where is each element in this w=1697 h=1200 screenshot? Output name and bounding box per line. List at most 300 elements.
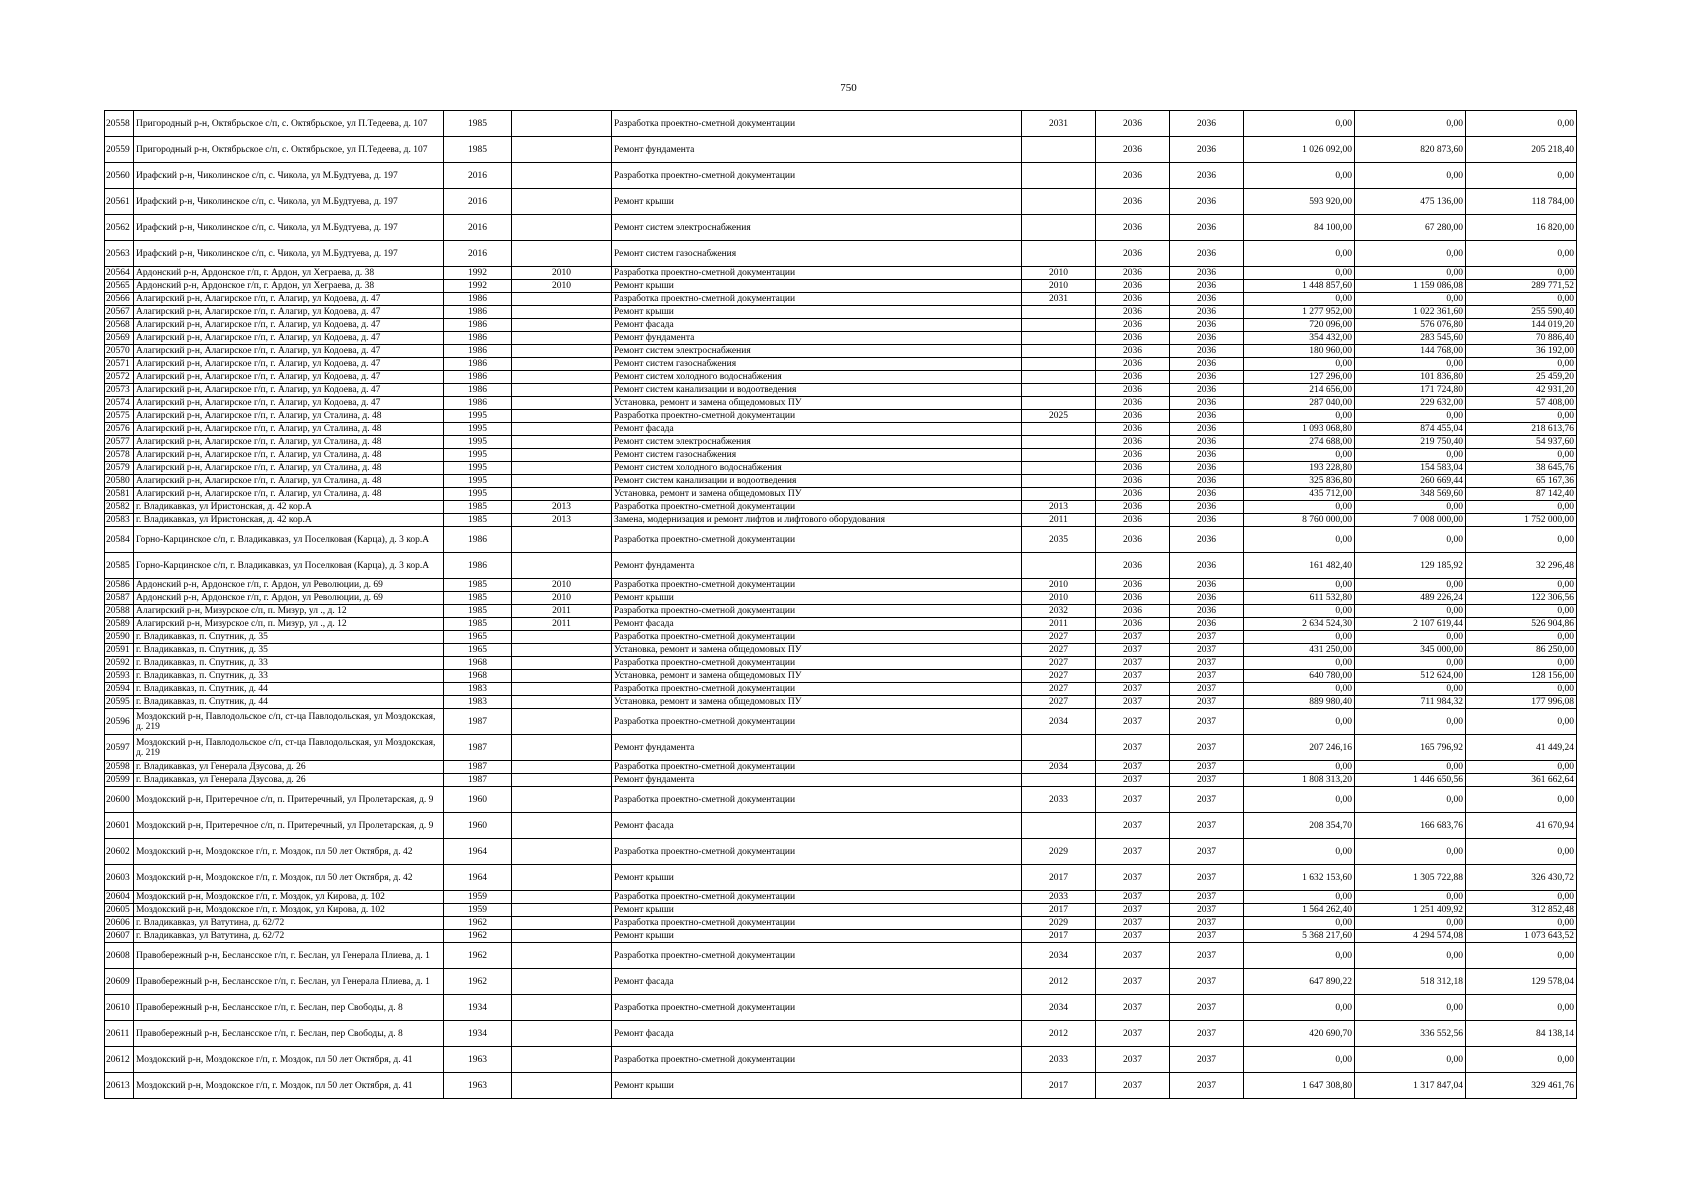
row-work-type: Ремонт систем электроснабжения bbox=[612, 215, 1022, 241]
row-prev-repair-year bbox=[512, 670, 612, 683]
row-year-1: 2027 bbox=[1022, 631, 1096, 644]
row-id: 20596 bbox=[105, 709, 134, 735]
row-year-3: 2036 bbox=[1170, 488, 1244, 501]
row-amount-2: 0,00 bbox=[1355, 501, 1466, 514]
row-work-type: Ремонт фасада bbox=[612, 319, 1022, 332]
row-id: 20558 bbox=[105, 111, 134, 137]
row-amount-3: 0,00 bbox=[1466, 293, 1577, 306]
row-year-1: 2027 bbox=[1022, 683, 1096, 696]
table-row bbox=[105, 592, 1577, 605]
row-prev-repair-year bbox=[512, 657, 612, 670]
row-year-1 bbox=[1022, 215, 1096, 241]
row-amount-3: 42 931,20 bbox=[1466, 384, 1577, 397]
row-id: 20575 bbox=[105, 410, 134, 423]
row-year-2: 2036 bbox=[1096, 163, 1170, 189]
row-amount-2: 283 545,60 bbox=[1355, 332, 1466, 345]
row-year-3: 2036 bbox=[1170, 475, 1244, 488]
row-amount-3: 0,00 bbox=[1466, 891, 1577, 904]
row-id: 20580 bbox=[105, 475, 134, 488]
row-year-2: 2036 bbox=[1096, 293, 1170, 306]
row-prev-repair-year bbox=[512, 553, 612, 579]
row-work-type: Ремонт систем канализации и водоотведения bbox=[612, 384, 1022, 397]
table-row bbox=[105, 813, 1577, 839]
row-year-1 bbox=[1022, 241, 1096, 267]
row-year-3: 2036 bbox=[1170, 527, 1244, 553]
row-work-type: Ремонт фасада bbox=[612, 423, 1022, 436]
row-amount-total: 0,00 bbox=[1244, 631, 1355, 644]
row-amount-2: 0,00 bbox=[1355, 527, 1466, 553]
row-year-1 bbox=[1022, 397, 1096, 410]
row-prev-repair-year bbox=[512, 306, 612, 319]
row-amount-3: 0,00 bbox=[1466, 410, 1577, 423]
row-amount-total: 0,00 bbox=[1244, 891, 1355, 904]
row-work-type: Установка, ремонт и замена общедомовых ПУ bbox=[612, 397, 1022, 410]
row-year-1 bbox=[1022, 319, 1096, 332]
row-amount-total: 431 250,00 bbox=[1244, 644, 1355, 657]
row-id: 20577 bbox=[105, 436, 134, 449]
row-year-1 bbox=[1022, 735, 1096, 761]
row-year-2: 2036 bbox=[1096, 579, 1170, 592]
row-work-type: Ремонт систем газоснабжения bbox=[612, 241, 1022, 267]
row-work-type: Разработка проектно-сметной документации bbox=[612, 410, 1022, 423]
row-year-1: 2029 bbox=[1022, 839, 1096, 865]
row-year-2: 2037 bbox=[1096, 735, 1170, 761]
row-year-3: 2036 bbox=[1170, 332, 1244, 345]
row-prev-repair-year bbox=[512, 774, 612, 787]
table-row bbox=[105, 1073, 1577, 1099]
row-address: Алагирский р-н, Алагирское г/п, г. Алагир, ул Кодоева, д. 47 bbox=[134, 371, 444, 384]
row-id: 20583 bbox=[105, 514, 134, 527]
row-year-3: 2036 bbox=[1170, 462, 1244, 475]
row-amount-2: 0,00 bbox=[1355, 358, 1466, 371]
row-address: Моздокский р-н, Моздокское г/п, г. Моздок, пл 50 лет Октября, д. 42 bbox=[134, 839, 444, 865]
row-amount-2: 0,00 bbox=[1355, 839, 1466, 865]
table-row bbox=[105, 384, 1577, 397]
row-amount-3: 0,00 bbox=[1466, 787, 1577, 813]
row-year-1: 2027 bbox=[1022, 670, 1096, 683]
row-amount-total: 1 448 857,60 bbox=[1244, 280, 1355, 293]
row-work-type: Разработка проектно-сметной документации bbox=[612, 527, 1022, 553]
row-amount-3: 1 073 643,52 bbox=[1466, 930, 1577, 943]
row-id: 20603 bbox=[105, 865, 134, 891]
row-year-3: 2036 bbox=[1170, 215, 1244, 241]
row-amount-total: 720 096,00 bbox=[1244, 319, 1355, 332]
row-amount-total: 0,00 bbox=[1244, 293, 1355, 306]
row-amount-3: 16 820,00 bbox=[1466, 215, 1577, 241]
row-year-3: 2037 bbox=[1170, 839, 1244, 865]
table-row bbox=[105, 605, 1577, 618]
row-prev-repair-year: 2013 bbox=[512, 501, 612, 514]
row-amount-total: 180 960,00 bbox=[1244, 345, 1355, 358]
row-prev-repair-year bbox=[512, 1047, 612, 1073]
row-amount-3: 329 461,76 bbox=[1466, 1073, 1577, 1099]
row-work-type: Разработка проектно-сметной документации bbox=[612, 631, 1022, 644]
row-year-3: 2036 bbox=[1170, 371, 1244, 384]
row-prev-repair-year bbox=[512, 1021, 612, 1047]
row-amount-3: 129 578,04 bbox=[1466, 969, 1577, 995]
row-id: 20592 bbox=[105, 657, 134, 670]
row-id: 20601 bbox=[105, 813, 134, 839]
row-id: 20561 bbox=[105, 189, 134, 215]
row-build-year: 1986 bbox=[444, 345, 512, 358]
row-amount-total: 0,00 bbox=[1244, 839, 1355, 865]
row-amount-2: 489 226,24 bbox=[1355, 592, 1466, 605]
row-year-3: 2036 bbox=[1170, 241, 1244, 267]
row-amount-2: 166 683,76 bbox=[1355, 813, 1466, 839]
row-amount-3: 0,00 bbox=[1466, 449, 1577, 462]
row-year-2: 2036 bbox=[1096, 553, 1170, 579]
row-build-year: 1986 bbox=[444, 527, 512, 553]
row-amount-2: 820 873,60 bbox=[1355, 137, 1466, 163]
table-row bbox=[105, 501, 1577, 514]
table-row bbox=[105, 644, 1577, 657]
row-id: 20607 bbox=[105, 930, 134, 943]
row-amount-total: 0,00 bbox=[1244, 709, 1355, 735]
row-year-1: 2032 bbox=[1022, 605, 1096, 618]
row-id: 20611 bbox=[105, 1021, 134, 1047]
row-address: Ирафский р-н, Чиколинское с/п, с. Чикола, ул М.Будтуева, д. 197 bbox=[134, 163, 444, 189]
row-amount-total: 274 688,00 bbox=[1244, 436, 1355, 449]
table-row bbox=[105, 189, 1577, 215]
row-year-2: 2036 bbox=[1096, 137, 1170, 163]
row-id: 20582 bbox=[105, 501, 134, 514]
table-row bbox=[105, 657, 1577, 670]
row-prev-repair-year bbox=[512, 787, 612, 813]
row-year-2: 2036 bbox=[1096, 527, 1170, 553]
row-amount-2: 345 000,00 bbox=[1355, 644, 1466, 657]
row-prev-repair-year: 2013 bbox=[512, 514, 612, 527]
row-amount-total: 0,00 bbox=[1244, 241, 1355, 267]
row-address: г. Владикавказ, п. Спутник, д. 33 bbox=[134, 657, 444, 670]
row-prev-repair-year bbox=[512, 761, 612, 774]
row-year-1: 2027 bbox=[1022, 657, 1096, 670]
table-row bbox=[105, 1021, 1577, 1047]
row-amount-3: 0,00 bbox=[1466, 709, 1577, 735]
table-row bbox=[105, 735, 1577, 761]
row-id: 20588 bbox=[105, 605, 134, 618]
row-prev-repair-year bbox=[512, 215, 612, 241]
row-year-1: 2017 bbox=[1022, 1073, 1096, 1099]
row-prev-repair-year bbox=[512, 709, 612, 735]
row-amount-3: 0,00 bbox=[1466, 605, 1577, 618]
row-year-3: 2036 bbox=[1170, 436, 1244, 449]
row-address: г. Владикавказ, ул Ватутина, д. 62/72 bbox=[134, 917, 444, 930]
row-amount-3: 87 142,40 bbox=[1466, 488, 1577, 501]
row-year-2: 2037 bbox=[1096, 761, 1170, 774]
row-year-1: 2034 bbox=[1022, 709, 1096, 735]
row-address: Алагирский р-н, Алагирское г/п, г. Алагир, ул Кодоева, д. 47 bbox=[134, 319, 444, 332]
table-row bbox=[105, 579, 1577, 592]
row-amount-2: 0,00 bbox=[1355, 605, 1466, 618]
row-build-year: 1963 bbox=[444, 1047, 512, 1073]
row-amount-2: 0,00 bbox=[1355, 891, 1466, 904]
row-work-type: Ремонт крыши bbox=[612, 592, 1022, 605]
row-year-3: 2037 bbox=[1170, 813, 1244, 839]
row-work-type: Установка, ремонт и замена общедомовых ПУ bbox=[612, 644, 1022, 657]
row-address: Правобережный р-н, Беслансское г/п, г. Беслан, пер Свободы, д. 8 bbox=[134, 1021, 444, 1047]
row-work-type: Разработка проектно-сметной документации bbox=[612, 1047, 1022, 1073]
row-year-1: 2033 bbox=[1022, 891, 1096, 904]
row-id: 20578 bbox=[105, 449, 134, 462]
row-build-year: 1986 bbox=[444, 384, 512, 397]
row-build-year: 1987 bbox=[444, 735, 512, 761]
row-year-1: 2011 bbox=[1022, 514, 1096, 527]
row-build-year: 1983 bbox=[444, 696, 512, 709]
row-amount-3: 177 996,08 bbox=[1466, 696, 1577, 709]
table-row bbox=[105, 943, 1577, 969]
row-address: Моздокский р-н, Павлодольское с/п, ст-ца Павлодольская, ул Моздокская, д. 219 bbox=[134, 735, 444, 761]
row-year-3: 2036 bbox=[1170, 358, 1244, 371]
row-amount-2: 154 583,04 bbox=[1355, 462, 1466, 475]
row-amount-2: 0,00 bbox=[1355, 1047, 1466, 1073]
row-work-type: Ремонт фундамента bbox=[612, 553, 1022, 579]
table-row bbox=[105, 267, 1577, 280]
table-row bbox=[105, 670, 1577, 683]
row-build-year: 1962 bbox=[444, 930, 512, 943]
row-prev-repair-year bbox=[512, 917, 612, 930]
row-year-3: 2036 bbox=[1170, 501, 1244, 514]
table-row bbox=[105, 904, 1577, 917]
row-work-type: Разработка проектно-сметной документации bbox=[612, 501, 1022, 514]
row-year-1 bbox=[1022, 345, 1096, 358]
table-row bbox=[105, 423, 1577, 436]
row-build-year: 1987 bbox=[444, 761, 512, 774]
row-work-type: Ремонт крыши bbox=[612, 904, 1022, 917]
row-year-1 bbox=[1022, 384, 1096, 397]
row-amount-3: 0,00 bbox=[1466, 839, 1577, 865]
row-work-type: Разработка проектно-сметной документации bbox=[612, 111, 1022, 137]
row-build-year: 1985 bbox=[444, 137, 512, 163]
row-address: Ирафский р-н, Чиколинское с/п, с. Чикола, ул М.Будтуева, д. 197 bbox=[134, 241, 444, 267]
table-row bbox=[105, 488, 1577, 501]
row-year-1: 2031 bbox=[1022, 293, 1096, 306]
row-id: 20571 bbox=[105, 358, 134, 371]
row-build-year: 1985 bbox=[444, 579, 512, 592]
row-address: Алагирский р-н, Алагирское г/п, г. Алагир, ул Сталина, д. 48 bbox=[134, 488, 444, 501]
row-id: 20574 bbox=[105, 397, 134, 410]
row-work-type: Ремонт фасада bbox=[612, 813, 1022, 839]
row-amount-3: 1 752 000,00 bbox=[1466, 514, 1577, 527]
row-amount-total: 0,00 bbox=[1244, 111, 1355, 137]
row-prev-repair-year bbox=[512, 397, 612, 410]
row-address: Ардонский р-н, Ардонское г/п, г. Ардон, ул Революции, д. 69 bbox=[134, 579, 444, 592]
row-amount-total: 0,00 bbox=[1244, 501, 1355, 514]
row-year-1 bbox=[1022, 332, 1096, 345]
row-year-3: 2037 bbox=[1170, 735, 1244, 761]
row-year-2: 2037 bbox=[1096, 995, 1170, 1021]
row-id: 20612 bbox=[105, 1047, 134, 1073]
row-year-2: 2036 bbox=[1096, 462, 1170, 475]
row-year-1: 2034 bbox=[1022, 943, 1096, 969]
row-amount-2: 475 136,00 bbox=[1355, 189, 1466, 215]
row-year-3: 2036 bbox=[1170, 345, 1244, 358]
row-year-3: 2037 bbox=[1170, 969, 1244, 995]
row-amount-total: 0,00 bbox=[1244, 787, 1355, 813]
row-amount-2: 1 305 722,88 bbox=[1355, 865, 1466, 891]
table-row bbox=[105, 995, 1577, 1021]
row-amount-3: 36 192,00 bbox=[1466, 345, 1577, 358]
row-year-1: 2012 bbox=[1022, 1021, 1096, 1047]
row-address: г. Владикавказ, п. Спутник, д. 35 bbox=[134, 631, 444, 644]
row-amount-2: 1 022 361,60 bbox=[1355, 306, 1466, 319]
row-prev-repair-year bbox=[512, 527, 612, 553]
row-year-2: 2036 bbox=[1096, 267, 1170, 280]
row-amount-3: 38 645,76 bbox=[1466, 462, 1577, 475]
row-amount-2: 7 008 000,00 bbox=[1355, 514, 1466, 527]
row-amount-3: 57 408,00 bbox=[1466, 397, 1577, 410]
row-work-type: Ремонт крыши bbox=[612, 280, 1022, 293]
row-build-year: 1962 bbox=[444, 943, 512, 969]
row-year-1: 2012 bbox=[1022, 969, 1096, 995]
row-work-type: Разработка проектно-сметной документации bbox=[612, 163, 1022, 189]
row-amount-3: 25 459,20 bbox=[1466, 371, 1577, 384]
row-work-type: Разработка проектно-сметной документации bbox=[612, 761, 1022, 774]
row-work-type: Ремонт систем электроснабжения bbox=[612, 436, 1022, 449]
row-id: 20586 bbox=[105, 579, 134, 592]
row-year-1 bbox=[1022, 423, 1096, 436]
row-address: г. Владикавказ, ул Генерала Дзусова, д. 26 bbox=[134, 774, 444, 787]
row-prev-repair-year: 2011 bbox=[512, 605, 612, 618]
row-prev-repair-year: 2010 bbox=[512, 592, 612, 605]
row-amount-total: 1 093 068,80 bbox=[1244, 423, 1355, 436]
table-row bbox=[105, 930, 1577, 943]
row-year-2: 2036 bbox=[1096, 501, 1170, 514]
row-address: г. Владикавказ, п. Спутник, д. 35 bbox=[134, 644, 444, 657]
table-row bbox=[105, 449, 1577, 462]
row-amount-3: 0,00 bbox=[1466, 943, 1577, 969]
row-year-1: 2034 bbox=[1022, 995, 1096, 1021]
row-build-year: 1987 bbox=[444, 774, 512, 787]
row-year-3: 2036 bbox=[1170, 111, 1244, 137]
row-amount-2: 260 669,44 bbox=[1355, 475, 1466, 488]
row-amount-total: 0,00 bbox=[1244, 683, 1355, 696]
row-work-type: Ремонт крыши bbox=[612, 189, 1022, 215]
row-year-2: 2036 bbox=[1096, 332, 1170, 345]
row-amount-2: 171 724,80 bbox=[1355, 384, 1466, 397]
row-amount-total: 0,00 bbox=[1244, 605, 1355, 618]
row-prev-repair-year bbox=[512, 1073, 612, 1099]
row-year-2: 2036 bbox=[1096, 592, 1170, 605]
row-amount-3: 0,00 bbox=[1466, 657, 1577, 670]
row-id: 20593 bbox=[105, 670, 134, 683]
table-row bbox=[105, 839, 1577, 865]
row-amount-total: 325 836,80 bbox=[1244, 475, 1355, 488]
table-row bbox=[105, 215, 1577, 241]
row-amount-2: 874 455,04 bbox=[1355, 423, 1466, 436]
row-build-year: 1992 bbox=[444, 267, 512, 280]
row-amount-3: 118 784,00 bbox=[1466, 189, 1577, 215]
row-amount-3: 218 613,76 bbox=[1466, 423, 1577, 436]
row-year-3: 2036 bbox=[1170, 514, 1244, 527]
row-prev-repair-year bbox=[512, 358, 612, 371]
row-id: 20568 bbox=[105, 319, 134, 332]
row-year-2: 2036 bbox=[1096, 280, 1170, 293]
row-year-2: 2037 bbox=[1096, 969, 1170, 995]
row-year-3: 2036 bbox=[1170, 137, 1244, 163]
row-work-type: Разработка проектно-сметной документации bbox=[612, 943, 1022, 969]
row-work-type: Замена, модернизация и ремонт лифтов и лифтового оборудования bbox=[612, 514, 1022, 527]
row-year-3: 2036 bbox=[1170, 384, 1244, 397]
row-build-year: 1985 bbox=[444, 501, 512, 514]
row-year-2: 2036 bbox=[1096, 215, 1170, 241]
row-amount-2: 67 280,00 bbox=[1355, 215, 1466, 241]
row-amount-3: 70 886,40 bbox=[1466, 332, 1577, 345]
row-build-year: 2016 bbox=[444, 163, 512, 189]
row-work-type: Ремонт фасада bbox=[612, 618, 1022, 631]
row-year-3: 2037 bbox=[1170, 1021, 1244, 1047]
row-address: Ирафский р-н, Чиколинское с/п, с. Чикола, ул М.Будтуева, д. 197 bbox=[134, 189, 444, 215]
row-amount-total: 0,00 bbox=[1244, 410, 1355, 423]
row-amount-3: 0,00 bbox=[1466, 163, 1577, 189]
row-id: 20579 bbox=[105, 462, 134, 475]
row-amount-3: 0,00 bbox=[1466, 241, 1577, 267]
row-amount-3: 0,00 bbox=[1466, 358, 1577, 371]
table-row bbox=[105, 462, 1577, 475]
row-address: Пригородный р-н, Октябрьское с/п, с. Октябрьское, ул П.Тедеева, д. 107 bbox=[134, 137, 444, 163]
table-row bbox=[105, 618, 1577, 631]
row-address: г. Владикавказ, ул Ватутина, д. 62/72 bbox=[134, 930, 444, 943]
row-work-type: Разработка проектно-сметной документации bbox=[612, 293, 1022, 306]
table-row bbox=[105, 306, 1577, 319]
row-year-1: 2034 bbox=[1022, 761, 1096, 774]
row-year-1: 2033 bbox=[1022, 787, 1096, 813]
row-amount-total: 435 712,00 bbox=[1244, 488, 1355, 501]
row-year-2: 2036 bbox=[1096, 410, 1170, 423]
row-address: Моздокский р-н, Моздокское г/п, г. Моздок, ул Кирова, д. 102 bbox=[134, 904, 444, 917]
row-year-3: 2037 bbox=[1170, 774, 1244, 787]
row-year-3: 2037 bbox=[1170, 696, 1244, 709]
row-amount-2: 129 185,92 bbox=[1355, 553, 1466, 579]
row-build-year: 1934 bbox=[444, 995, 512, 1021]
row-build-year: 1995 bbox=[444, 475, 512, 488]
row-id: 20598 bbox=[105, 761, 134, 774]
row-year-3: 2036 bbox=[1170, 319, 1244, 332]
row-id: 20563 bbox=[105, 241, 134, 267]
row-amount-total: 647 890,22 bbox=[1244, 969, 1355, 995]
row-amount-3: 0,00 bbox=[1466, 527, 1577, 553]
row-id: 20610 bbox=[105, 995, 134, 1021]
row-year-1: 2011 bbox=[1022, 618, 1096, 631]
table-row bbox=[105, 761, 1577, 774]
row-prev-repair-year bbox=[512, 345, 612, 358]
row-year-1 bbox=[1022, 137, 1096, 163]
row-year-2: 2036 bbox=[1096, 241, 1170, 267]
row-amount-total: 127 296,00 bbox=[1244, 371, 1355, 384]
row-id: 20585 bbox=[105, 553, 134, 579]
row-amount-2: 0,00 bbox=[1355, 293, 1466, 306]
row-year-1: 2010 bbox=[1022, 592, 1096, 605]
table-row bbox=[105, 371, 1577, 384]
row-amount-2: 0,00 bbox=[1355, 943, 1466, 969]
row-year-3: 2036 bbox=[1170, 293, 1244, 306]
row-amount-total: 889 980,40 bbox=[1244, 696, 1355, 709]
row-address: Моздокский р-н, Притеречное с/п, п. Притеречный, ул Пролетарская, д. 9 bbox=[134, 813, 444, 839]
row-year-2: 2037 bbox=[1096, 644, 1170, 657]
row-year-2: 2036 bbox=[1096, 475, 1170, 488]
row-year-3: 2036 bbox=[1170, 410, 1244, 423]
row-amount-3: 255 590,40 bbox=[1466, 306, 1577, 319]
table-row bbox=[105, 709, 1577, 735]
row-address: г. Владикавказ, п. Спутник, д. 33 bbox=[134, 670, 444, 683]
row-address: г. Владикавказ, ул Иристонская, д. 42 кор.А bbox=[134, 501, 444, 514]
row-amount-3: 0,00 bbox=[1466, 683, 1577, 696]
row-amount-3: 0,00 bbox=[1466, 995, 1577, 1021]
row-address: Алагирский р-н, Алагирское г/п, г. Алагир, ул Кодоева, д. 47 bbox=[134, 384, 444, 397]
row-year-3: 2037 bbox=[1170, 1047, 1244, 1073]
row-year-3: 2036 bbox=[1170, 553, 1244, 579]
row-year-1: 2010 bbox=[1022, 579, 1096, 592]
row-year-3: 2037 bbox=[1170, 787, 1244, 813]
